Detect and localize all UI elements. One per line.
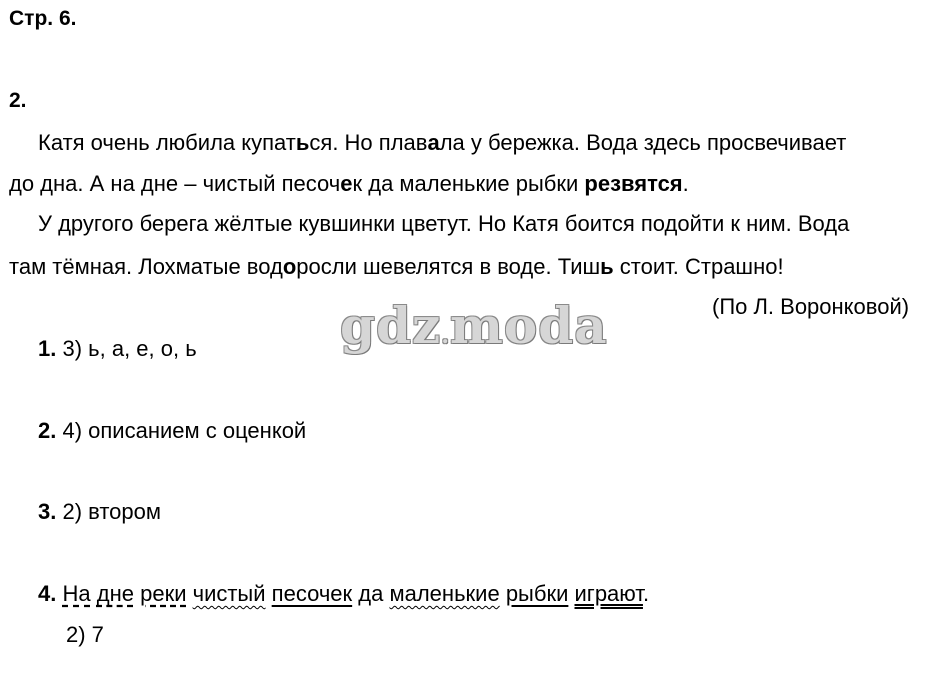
sentence-word-circumstance: На (62, 581, 91, 606)
sentence-word-subject: песочек (271, 581, 353, 606)
highlighted-letter: ь (600, 254, 614, 279)
sentence-word-attribute: маленькие (389, 581, 500, 606)
sentence-word-circumstance: дне (96, 581, 134, 606)
passage-text: стоит. Страшно! (613, 254, 784, 279)
answer-4-sub: 2) 7 (66, 622, 104, 647)
watermark-part: gdz (340, 296, 442, 355)
passage-text: ла у бережка. Вода здесь просвечивает (439, 130, 847, 155)
sentence-word-subject: рыбки (505, 581, 569, 606)
passage-line-1 (38, 130, 846, 156)
answer-4 (38, 581, 649, 607)
answer-number: 2. (38, 418, 57, 443)
sentence-period: . (642, 581, 650, 606)
passage-text: росли шевелятся в воде. Тиш (296, 254, 601, 279)
passage-text: до дна. А на дне – чистый песоч (9, 171, 341, 196)
watermark-part: moda (450, 296, 608, 355)
passage-text: ся. Но плав (309, 130, 428, 155)
sentence-word-attribute: чистый (192, 581, 266, 606)
passage-line-3: У другого берега жёлтые кувшинки цветут. Но Катя боится подойти к ним. Вода (38, 211, 850, 236)
highlighted-letter: е (340, 171, 353, 196)
sentence-word-attribute: реки (140, 581, 187, 606)
task-number: 2. (9, 89, 27, 112)
answer-text: 4) описанием с оценкой (56, 418, 307, 443)
answer-2 (38, 418, 306, 444)
highlighted-letter: а (427, 130, 440, 155)
watermark-dot: . (441, 323, 450, 349)
site-watermark (340, 296, 608, 355)
answer-number: 4. (38, 581, 57, 606)
highlighted-word: резвятся (584, 171, 683, 196)
answer-text: 3) ь, а, е, о, ь (56, 336, 197, 361)
answer-number: 3. (38, 499, 57, 524)
answer-3 (38, 499, 161, 525)
passage-author: (По Л. Воронковой) (712, 294, 910, 319)
passage-text: Катя очень любила купат (38, 130, 296, 155)
answer-1 (38, 336, 197, 362)
highlighted-letter: о (282, 254, 297, 279)
answer-number: 1. (38, 336, 57, 361)
passage-text: там тёмная. Лохматые вод (9, 254, 283, 279)
answer-text: 2) втором (56, 499, 162, 524)
passage-line-2 (9, 171, 689, 197)
passage-line-4 (9, 254, 784, 280)
highlighted-letter: ь (295, 130, 310, 155)
passage-text: к да маленькие рыбки (352, 171, 585, 196)
page-reference: Стр. 6. (9, 7, 77, 30)
passage-text: . (682, 171, 689, 196)
sentence-word-conjunction: да (358, 581, 384, 606)
sentence-word-predicate: играют (574, 581, 643, 606)
